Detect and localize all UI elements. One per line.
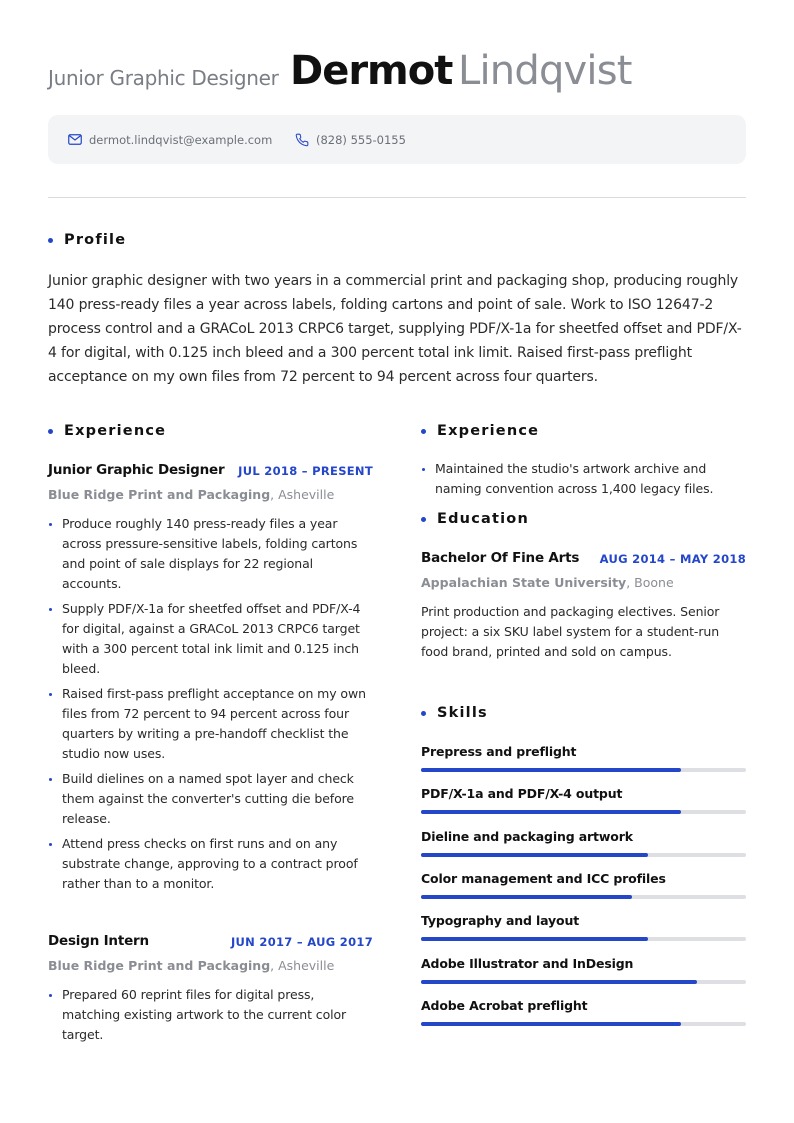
education-description: Print production and packaging electives. Senior project: a six SKU label system for a student-run food brand, printed and sold on campus. (421, 604, 720, 659)
email-text: dermot.lindqvist@example.com (89, 132, 273, 147)
skill-level-bar (421, 853, 746, 857)
skill-level-bar (421, 810, 746, 814)
skill-level-fill (421, 853, 648, 857)
skill-label: Typography and layout (421, 913, 580, 928)
experience-heading (48, 423, 166, 439)
job-company (48, 958, 334, 973)
bullet-dot-icon (48, 238, 53, 243)
skill-label: Adobe Illustrator and InDesign (421, 956, 634, 971)
skill-level-fill (421, 810, 681, 814)
contact-bar (48, 115, 746, 164)
skill-row (421, 829, 746, 863)
bullet-dot-icon (421, 711, 426, 716)
experience-continued-bullets (421, 459, 746, 504)
skill-level-fill (421, 768, 681, 772)
bullet-dot-icon (421, 429, 426, 434)
header-divider (48, 197, 746, 198)
skill-level-bar (421, 768, 746, 772)
skill-row (421, 913, 746, 947)
phone-contact[interactable] (295, 115, 406, 164)
list-item: Raised first-pass preflight acceptance on my own files from 72 percent to 94 percent across four quarters by writing a pre-handoff checklist the studio now uses. (48, 684, 376, 764)
education-heading-text: Education (437, 511, 529, 527)
phone-text: (828) 555-0155 (316, 132, 406, 147)
list-item: Supply PDF/X-1a for sheetfed offset and PDF/X-4 for digital, against a GRACoL 2013 CRPC6 target with a 300 percent total ink limit and 0.125 inch bleed. (48, 599, 376, 679)
experience-continued-heading-text: Experience (437, 423, 540, 439)
experience-continued-heading (421, 423, 539, 439)
company-location: , Asheville (270, 958, 335, 973)
skill-level-fill (421, 980, 697, 984)
last-name: Lindqvist (458, 48, 632, 94)
experience-heading-text: Experience (64, 423, 167, 439)
job-date: JUL 2018 – PRESENT (238, 464, 373, 478)
skill-label: Color management and ICC profiles (421, 871, 666, 886)
skill-label: Adobe Acrobat preflight (421, 998, 588, 1013)
skills-heading (421, 705, 488, 721)
job-title: Junior Graphic Designer (48, 462, 225, 478)
email-contact[interactable] (68, 115, 272, 164)
bullet-dot-icon (421, 517, 426, 522)
list-item: Maintained the studio's artwork archive and naming convention across 1,400 legacy files. (421, 459, 746, 499)
job-bullets (48, 514, 376, 899)
resume-header (48, 46, 746, 100)
degree-title: Bachelor Of Fine Arts (421, 550, 580, 566)
profile-heading (48, 232, 126, 248)
skill-level-bar (421, 937, 746, 941)
education-date: AUG 2014 – MAY 2018 (599, 552, 746, 566)
school-name (421, 575, 674, 590)
skill-row (421, 998, 746, 1032)
mail-icon (68, 134, 82, 145)
company-location: , Asheville (270, 487, 335, 502)
first-name: Dermot (290, 48, 453, 94)
company-name: Blue Ridge Print and Packaging (48, 958, 271, 973)
skill-row (421, 871, 746, 905)
skill-level-bar (421, 1022, 746, 1026)
skill-label: Dieline and packaging artwork (421, 829, 633, 844)
phone-icon (295, 133, 309, 147)
skill-level-fill (421, 1022, 681, 1026)
skill-label: PDF/X-1a and PDF/X-4 output (421, 786, 623, 801)
education-heading (421, 511, 529, 527)
skill-row (421, 956, 746, 990)
profile-summary: Junior graphic designer with two years in a commercial print and packaging shop, producing roughly 140 press-ready files a year across labels, folding cartons and point of sale. Work to ISO 12647-2 process control and a GRACoL 2013 CRPC6 target, supplying PDF/X-1a for sheetfed offset and PDF/X-4 for digital, with 0.125 inch bleed and a 300 percent total ink limit. Raised first-pass preflight acceptance on my own files from 72 percent to 94 percent across four quarters. (48, 273, 742, 385)
skill-row (421, 786, 746, 820)
job-company (48, 487, 334, 502)
list-item: Prepared 60 reprint files for digital press, matching existing artwork to the current color target. (48, 985, 376, 1045)
skill-label: Prepress and preflight (421, 744, 577, 759)
job-bullets (48, 985, 376, 1050)
skill-level-fill (421, 937, 648, 941)
job-title: Design Intern (48, 933, 149, 949)
skill-level-bar (421, 895, 746, 899)
school-title: Appalachian State University (421, 575, 627, 590)
profile-heading-text: Profile (64, 232, 127, 248)
skill-level-fill (421, 895, 632, 899)
list-item: Produce roughly 140 press-ready files a year across pressure-sensitive labels, folding cartons and point of sale displays for 22 regional accounts. (48, 514, 376, 594)
company-name: Blue Ridge Print and Packaging (48, 487, 271, 502)
job-date: JUN 2017 – AUG 2017 (230, 935, 373, 949)
skill-row (421, 744, 746, 778)
job-role: Junior Graphic Designer (48, 66, 279, 90)
list-item: Attend press checks on first runs and on any substrate change, approving to a contract proof rather than to a monitor. (48, 834, 376, 894)
list-item: Build dielines on a named spot layer and check them against the converter's cutting die before release. (48, 769, 376, 829)
bullet-dot-icon (48, 429, 53, 434)
skills-heading-text: Skills (437, 705, 488, 721)
school-location: , Boone (626, 575, 674, 590)
skill-level-bar (421, 980, 746, 984)
